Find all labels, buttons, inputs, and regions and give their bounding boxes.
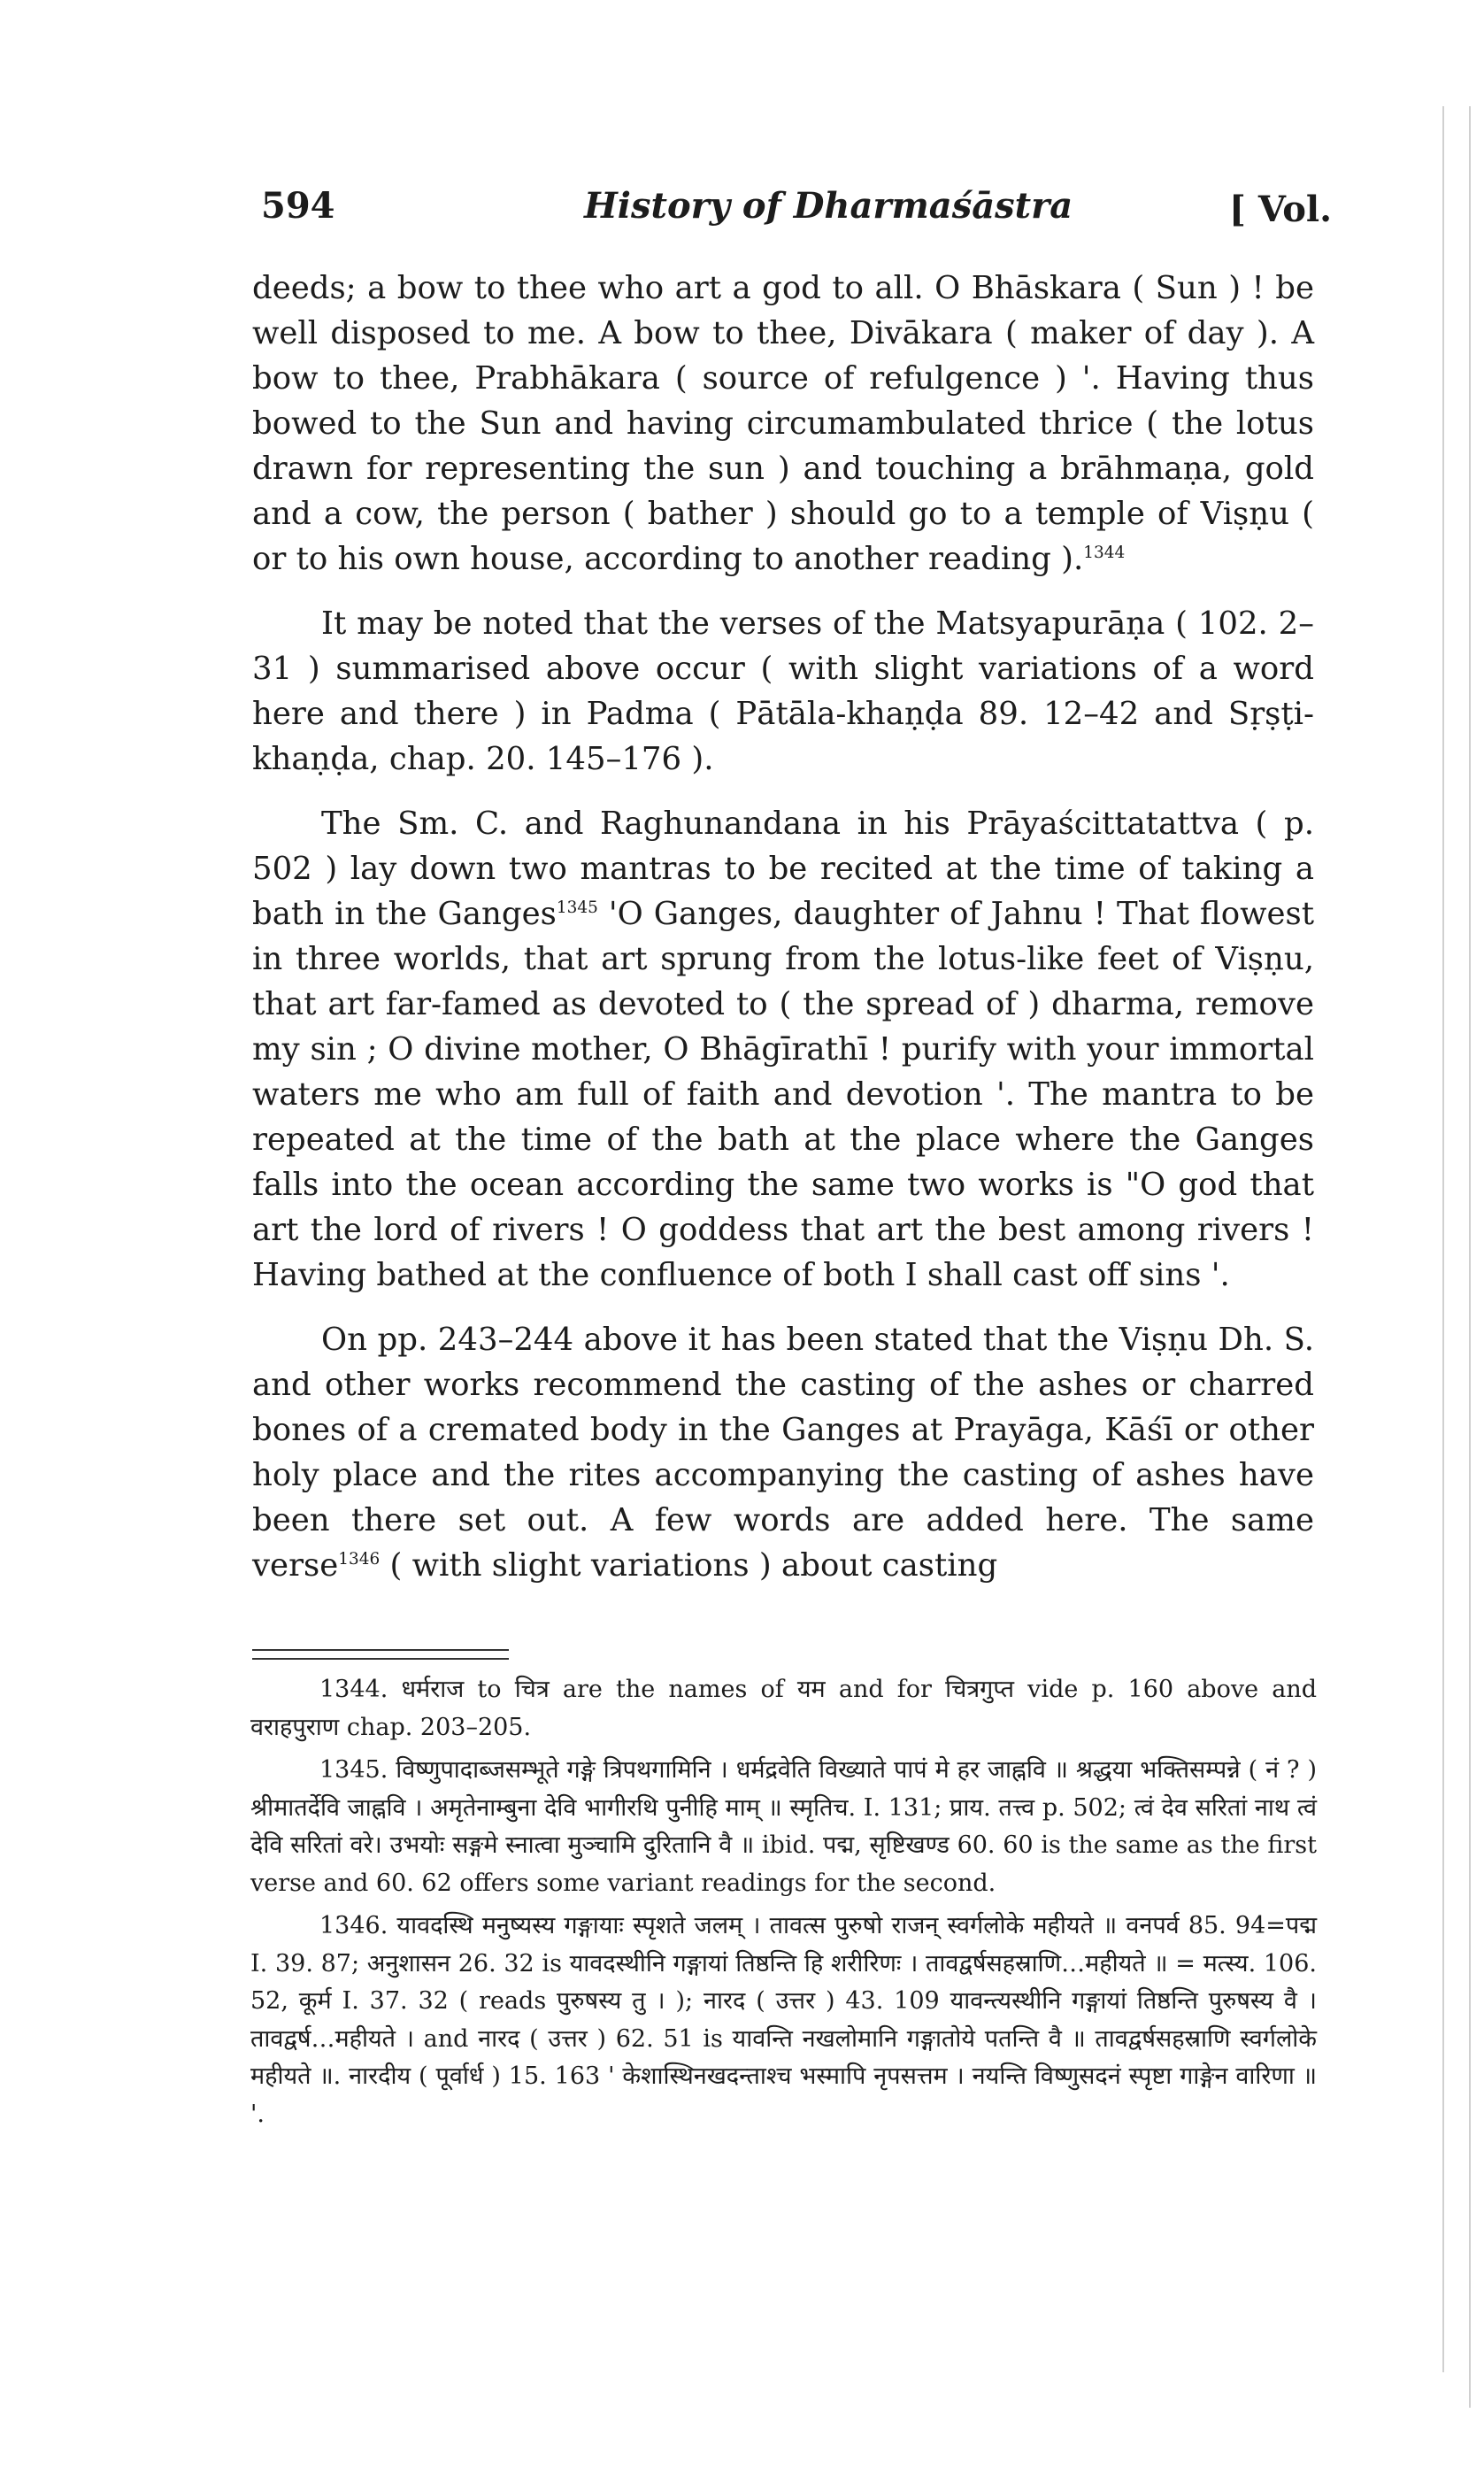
paragraph: It may be noted that the verses of the Matsyapurāṇa ( 102. 2–31 ) summarised above occur ( with slight variations of a word here and there ) in Padma ( Pātāla-khaṇḍa 89. 12–42 and Sṛṣṭi-khaṇḍa, chap. 20. 145–176 ).: [252, 605, 1314, 777]
footnote-ref: 1344: [1083, 544, 1126, 563]
paragraph-text: ( with slight variations ) about casting: [389, 1547, 998, 1584]
footnote-ref: 1345: [556, 898, 598, 918]
footnote-1346: 1346. यावदस्थि मनुष्यस्य गङ्गायाः स्पृशते जलम् । तावत्स पुरुषो राजन् स्वर्गलोके महीयते ॥ वनपर्व 85. 94=पद्म I. 39. 87; अनुशासन 26. 32 is यावदस्थीनि गङ्गायां तिष्ठन्ति हि शरीरिणः । तावद्वर्षसहस्राणि…महीयते ॥ = मत्स्य. 106. 52, कूर्म I. 37. 32 ( reads पुरुषस्य तु । ); नारद ( उत्तर ) 43. 109 यावन्त्यस्थीनि गङ्गायां तिष्ठन्ति पुरुषस्य वै । तावद्वर्ष…महीयते । and नारद ( उत्तर ) 62. 51 is यावन्ति नखलोमानि गङ्गातोये पतन्ति वै ॥ तावद्वर्षसहस्राणि स्वर्गलोके महीयते ॥. नारदीय ( पूर्वार्ध ) 15. 163 ' केशास्थिनखदन्ताश्च भस्मापि नृपसत्तम । नयन्ति विष्णुसदनं स्पृष्टा गाङ्गेन वारिणा ॥ '.: [250, 1912, 1317, 2128]
footnote-separator: [252, 1649, 509, 1660]
page-edge-line: [1469, 106, 1471, 2408]
page-number: 594: [261, 185, 335, 227]
paragraph: [252, 801, 1314, 1298]
paragraph-text: The Sm. C. and Raghunandana in his Prāyaścittatattva ( p. 502 ) lay down two mantras to be recited at the time of taking a bath in the Ganges: [252, 806, 1314, 932]
footnote-1344: 1344. धर्मराज to चित्र are the names of यम and for चित्रगुप्त vide p. 160 above and वराहपुराण chap. 203–205.: [250, 1676, 1317, 1741]
running-title: History of Dharmaśāstra: [584, 185, 1073, 227]
paragraph: [252, 1317, 1314, 1588]
page-edge-line: [1442, 106, 1444, 2372]
paragraph: [252, 266, 1314, 582]
main-text: [252, 266, 1314, 1588]
footnote-ref: 1346: [338, 1550, 381, 1569]
paragraph-text: deeds; a bow to thee who art a god to all. O Bhāskara ( Sun ) ! be well disposed to me. A bow to thee, Divākara ( maker of day ). A bow to thee, Prabhākara ( source of refulgence ) '. Having thus bowed to the Sun and having circumambulated thrice ( the lotus drawn for representing the sun ) and touching a brāhmaṇa, gold and a cow, the person ( bather ) should go to a temple of Viṣṇu ( or to his own house, according to another reading ).: [252, 270, 1314, 577]
paragraph-text: On pp. 243–244 above it has been stated that the Viṣṇu Dh. S. and other works recommend the casting of the ashes or charred bones of a cremated body in the Ganges at Prayāga, Kāśī or other holy place and the rites accompanying the casting of ashes have been there set out. A few words are added here. The same verse: [252, 1322, 1314, 1584]
running-header: [261, 181, 1332, 235]
footnotes: [250, 1671, 1317, 2139]
paragraph-text: 'O Ganges, daughter of Jahnu ! That flowest in three worlds, that art sprung from the lotus-like feet of Viṣṇu, that art far-famed as devoted to ( the spread of ) dharma, remove my sin ; O divine mother, O Bhāgīrathī ! purify with your immortal waters me who am full of faith and devotion '. The mantra to be repeated at the time of the bath at the place where the Ganges falls into the ocean according the same two works is "O god that art the lord of rivers ! O goddess that art the best among rivers ! Having bathed at the confluence of both I shall cast off sins '.: [252, 896, 1314, 1293]
footnote-1345: 1345. विष्णुपादाब्जसम्भूते गङ्गे त्रिपथगामिनि । धर्मद्रवेति विख्याते पापं मे हर जाह्नवि ॥ श्रद्धया भक्तिसम्पन्ने ( नं ? ) श्रीमातर्देवि जाह्नवि । अमृतेनाम्बुना देवि भागीरथि पुनीहि माम् ॥ स्मृतिच. I. 131; प्राय. तत्त्व p. 502; त्वं देव सरितां नाथ त्वं देवि सरितां वरे। उभयोः सङ्गमे स्नात्वा मुञ्चामि दुरितानि वै ॥ ibid. पद्म, सृष्टिखण्ड 60. 60 is the same as the first verse and 60. 62 offers some variant readings for the second.: [250, 1756, 1317, 1897]
volume-label: [ Vol.: [1228, 189, 1332, 230]
